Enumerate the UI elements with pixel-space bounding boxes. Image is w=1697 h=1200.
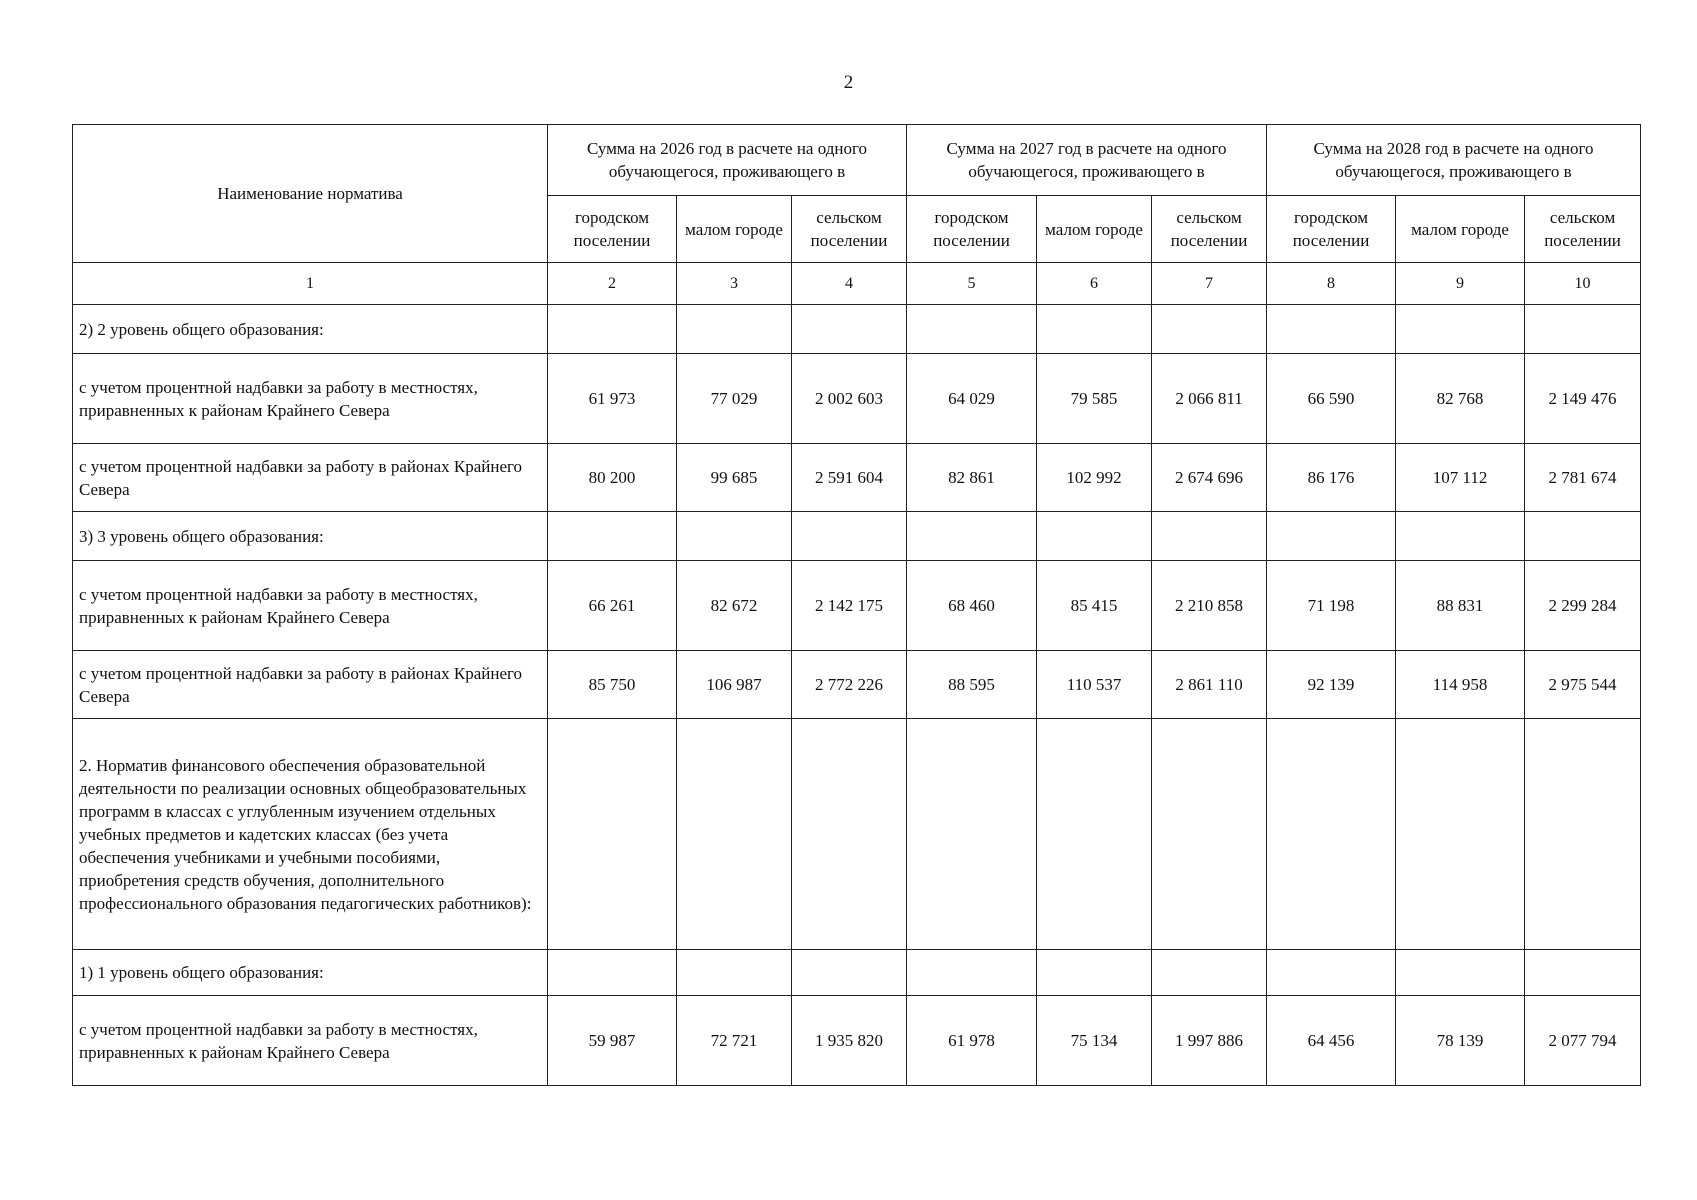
row-value: 61 978 (907, 996, 1037, 1086)
column-number: 3 (677, 263, 792, 305)
row-name: 3) 3 уровень общего образования: (73, 512, 548, 561)
header-sub-rural: сельском поселении (1525, 196, 1641, 263)
row-name: с учетом процентной надбавки за работу в местностях, приравненных к районам Крайнего Севера (73, 996, 548, 1086)
row-value (548, 305, 677, 354)
row-value: 82 768 (1396, 354, 1525, 444)
row-value: 61 973 (548, 354, 677, 444)
row-value: 106 987 (677, 651, 792, 719)
row-value: 114 958 (1396, 651, 1525, 719)
column-number: 9 (1396, 263, 1525, 305)
row-value (907, 719, 1037, 950)
header-sub-rural: сельском поселении (1152, 196, 1267, 263)
row-value: 2 781 674 (1525, 444, 1641, 512)
row-value: 88 595 (907, 651, 1037, 719)
row-value (1152, 305, 1267, 354)
row-value (907, 950, 1037, 996)
column-number-row (73, 263, 1641, 305)
column-number: 1 (73, 263, 548, 305)
row-value: 66 261 (548, 561, 677, 651)
row-value (792, 305, 907, 354)
page-number: 2 (843, 72, 854, 93)
row-value (1525, 512, 1641, 561)
normatives-table (72, 124, 1641, 1086)
table-row (73, 996, 1641, 1086)
row-value (677, 305, 792, 354)
row-value (1152, 512, 1267, 561)
row-value: 2 772 226 (792, 651, 907, 719)
row-name: 2. Норматив финансового обеспечения образовательной деятельности по реализации основных общеобразовательных программ в классах с углубленным изучением отдельных учебных предметов и кадетских классах (без учета обеспечения учебниками и учебными пособиями, приобретения средств обучения, дополнительного профессионального образования педагогических работников): (73, 719, 548, 950)
header-sub-small-town: малом городе (677, 196, 792, 263)
row-value: 78 139 (1396, 996, 1525, 1086)
row-value: 2 591 604 (792, 444, 907, 512)
row-value (1525, 719, 1641, 950)
column-number: 4 (792, 263, 907, 305)
column-number: 10 (1525, 263, 1641, 305)
table-row (73, 561, 1641, 651)
row-value (1396, 512, 1525, 561)
row-value: 2 002 603 (792, 354, 907, 444)
row-value (1396, 719, 1525, 950)
row-name: 1) 1 уровень общего образования: (73, 950, 548, 996)
row-value: 59 987 (548, 996, 677, 1086)
row-value: 102 992 (1037, 444, 1152, 512)
table-row (73, 305, 1641, 354)
row-value (1396, 305, 1525, 354)
header-group-2028: Сумма на 2028 год в расчете на одного обучающегося, проживающего в (1267, 125, 1641, 196)
row-value: 2 975 544 (1525, 651, 1641, 719)
row-value: 82 861 (907, 444, 1037, 512)
header-sub-urban: городском поселении (907, 196, 1037, 263)
row-value: 75 134 (1037, 996, 1152, 1086)
row-value: 2 674 696 (1152, 444, 1267, 512)
header-name-column: Наименование норматива (73, 125, 548, 263)
row-value (1525, 950, 1641, 996)
row-value: 2 142 175 (792, 561, 907, 651)
row-name: с учетом процентной надбавки за работу в районах Крайнего Севера (73, 651, 548, 719)
row-value (1152, 719, 1267, 950)
row-value (1037, 512, 1152, 561)
table-row (73, 512, 1641, 561)
column-number: 5 (907, 263, 1037, 305)
row-value (907, 512, 1037, 561)
row-value: 88 831 (1396, 561, 1525, 651)
row-value: 2 077 794 (1525, 996, 1641, 1086)
row-value: 64 029 (907, 354, 1037, 444)
table-row (73, 719, 1641, 950)
row-value: 1 935 820 (792, 996, 907, 1086)
row-value (1037, 305, 1152, 354)
column-number: 6 (1037, 263, 1152, 305)
column-number: 2 (548, 263, 677, 305)
row-value (1267, 512, 1396, 561)
table-row (73, 651, 1641, 719)
row-value: 80 200 (548, 444, 677, 512)
row-value: 2 066 811 (1152, 354, 1267, 444)
row-value: 82 672 (677, 561, 792, 651)
column-number: 8 (1267, 263, 1396, 305)
header-sub-rural: сельском поселении (792, 196, 907, 263)
row-value (1152, 950, 1267, 996)
row-value: 68 460 (907, 561, 1037, 651)
row-value (548, 719, 677, 950)
header-sub-urban: городском поселении (548, 196, 677, 263)
row-value: 2 149 476 (1525, 354, 1641, 444)
header-sub-small-town: малом городе (1396, 196, 1525, 263)
row-value: 92 139 (1267, 651, 1396, 719)
row-value: 86 176 (1267, 444, 1396, 512)
row-value (1267, 719, 1396, 950)
row-value (1037, 719, 1152, 950)
row-value: 99 685 (677, 444, 792, 512)
row-value (1267, 950, 1396, 996)
row-value (1525, 305, 1641, 354)
row-value: 85 750 (548, 651, 677, 719)
column-number: 7 (1152, 263, 1267, 305)
row-value: 79 585 (1037, 354, 1152, 444)
row-name: с учетом процентной надбавки за работу в районах Крайнего Севера (73, 444, 548, 512)
row-value: 2 210 858 (1152, 561, 1267, 651)
row-value (677, 512, 792, 561)
header-group-2026: Сумма на 2026 год в расчете на одного обучающегося, проживающего в (548, 125, 907, 196)
table-row (73, 950, 1641, 996)
row-value (677, 950, 792, 996)
row-value: 1 997 886 (1152, 996, 1267, 1086)
row-value (677, 719, 792, 950)
header-sub-urban: городском поселении (1267, 196, 1396, 263)
row-value: 110 537 (1037, 651, 1152, 719)
row-name: с учетом процентной надбавки за работу в местностях, приравненных к районам Крайнего Севера (73, 354, 548, 444)
row-value (792, 719, 907, 950)
table-row (73, 444, 1641, 512)
row-value (792, 512, 907, 561)
header-group-2027: Сумма на 2027 год в расчете на одного обучающегося, проживающего в (907, 125, 1267, 196)
row-value: 85 415 (1037, 561, 1152, 651)
row-value (548, 950, 677, 996)
table-row (73, 354, 1641, 444)
row-name: с учетом процентной надбавки за работу в местностях, приравненных к районам Крайнего Севера (73, 561, 548, 651)
row-value: 2 861 110 (1152, 651, 1267, 719)
row-name: 2) 2 уровень общего образования: (73, 305, 548, 354)
row-value: 107 112 (1396, 444, 1525, 512)
table-body (73, 305, 1641, 1086)
row-value: 2 299 284 (1525, 561, 1641, 651)
row-value: 72 721 (677, 996, 792, 1086)
header-sub-small-town: малом городе (1037, 196, 1152, 263)
row-value (1396, 950, 1525, 996)
row-value: 64 456 (1267, 996, 1396, 1086)
row-value: 66 590 (1267, 354, 1396, 444)
row-value (548, 512, 677, 561)
row-value: 77 029 (677, 354, 792, 444)
row-value (1267, 305, 1396, 354)
row-value (907, 305, 1037, 354)
row-value: 71 198 (1267, 561, 1396, 651)
row-value (792, 950, 907, 996)
row-value (1037, 950, 1152, 996)
